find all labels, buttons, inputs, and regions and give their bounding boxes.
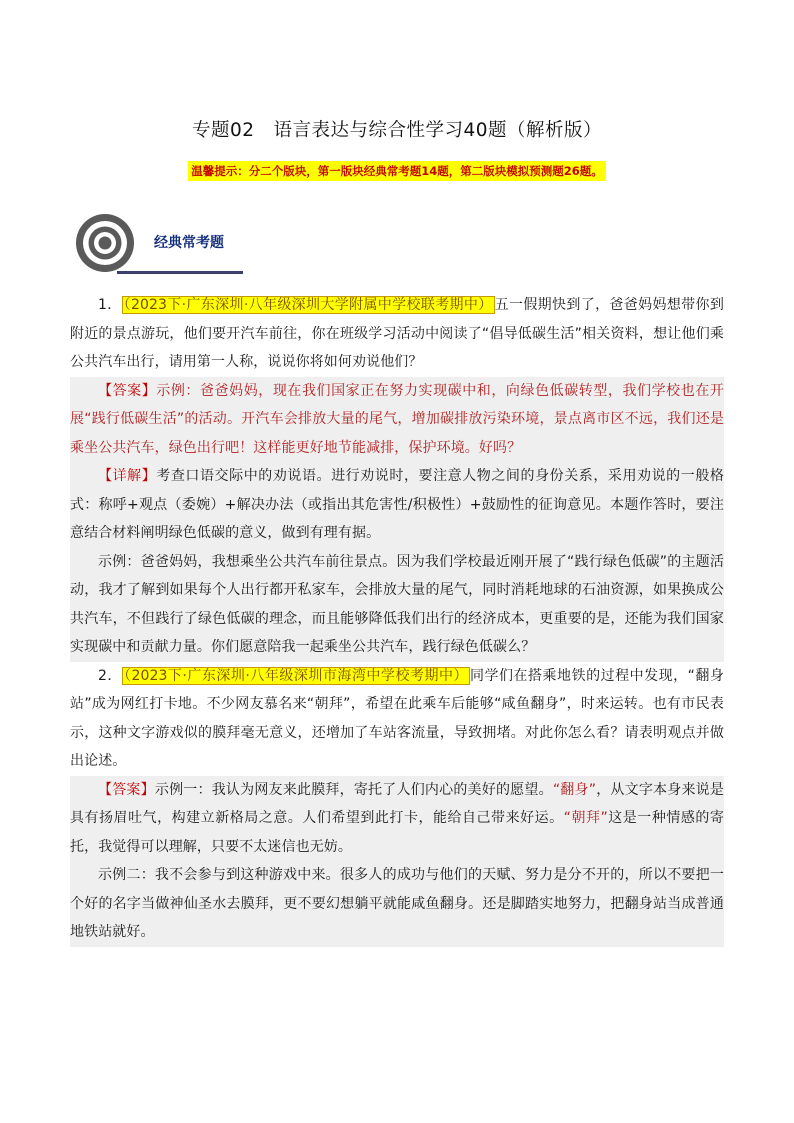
question-1-source: （2023下·广东深圳·八年级深圳大学附属中学校联考期中） <box>123 297 493 313</box>
section-underline <box>117 271 243 274</box>
question-2-example: 示例二：我不会参与到这种游戏中来。很多人的成功与他们的天赋、努力是分不开的，所以不要把一个好的名字当做神仙圣水去膜拜，更不要幻想躺平就能咸鱼翻身。还是脚踏实地努力，把翻身站当成普通地铁站就好。 <box>70 867 724 940</box>
question-2: 2． （2023下·广东深圳·八年级深圳市海湾中学校考期中） 同学们在搭乘地铁的过程中发现，“翻身站”成为网红打卡地。不少网友慕名来“朝拜”，希望在此乘车后能够“咸鱼翻身”，时来运转。也有市民表示，这种文字游戏似的膜拜毫无意义，还增加了车站客流量，导致拥堵。对此你怎么看？请表明观点并做出论述。 <box>70 667 725 769</box>
tip-banner: 温馨提示：分二个版块，第一版块经典常考题14题，第二版块模拟预测题26题。 <box>188 161 606 181</box>
question-2-answer-block <box>70 776 724 947</box>
content <box>70 291 724 947</box>
section-label: 经典常考题 <box>154 235 224 251</box>
question-1: 1． （2023下·广东深圳·八年级深圳大学附属中学校联考期中） 五一假期快到了，爸爸妈妈想带你到附近的景点游玩，他们要开汽车前往，你在班级学习活动中阅读了“倡导低碳生活”相关资料，想让他们乘公共汽车出行，请用第一人称，说说你将如何劝说他们？ <box>70 297 724 370</box>
question-1-detail: 【详解】考查口语交际中的劝说语。进行劝说时，要注意人物之间的身份关系，采用劝说的一般格式：称呼+观点（委婉）+解决办法（或指出其危害性/积极性）+鼓励性的征询意见。本题作答时，要注意结合材料阐明绿色低碳的意义，做到有理有据。 <box>70 468 724 541</box>
question-1-example: 示例：爸爸妈妈，我想乘坐公共汽车前往景点。因为我们学校最近刚开展了“践行绿色低碳”的主题活动，我才了解到如果每个人出行都开私家车，会排放大量的尾气，同时消耗地球的石油资源，如果换成公共汽车，不但践行了绿色低碳的理念，而且能够降低我们出行的经济成本，更重要的是，还能为我们国家实现碳中和贡献力量。你们愿意陪我一起乘坐公共汽车，践行绿色低碳么？ <box>70 553 724 655</box>
question-1-answer-block <box>70 377 724 662</box>
question-1-answer: 【答案】示例：爸爸妈妈，现在我们国家正在努力实现碳中和，向绿色低碳转型，我们学校也在开展“践行低碳生活”的活动。开汽车会排放大量的尾气，增加碳排放污染环境，景点离市区不远，我们还是乘坐公共汽车，绿色出行吧！这样能更好地节能减排，保护环境。好吗？ <box>70 382 724 456</box>
page-title: 专题02 语言表达与综合性学习40题（解析版） <box>191 120 603 141</box>
question-2-source: （2023下·广东深圳·八年级深圳市海湾中学校考期中） <box>123 667 468 684</box>
tip-row <box>0 160 794 181</box>
question-2-answer: 【答案】示例一：我认为网友来此膜拜，寄托了人们内心的美好的愿望。“翻身”，从文字本身来说是具有扬眉吐气，构建立新格局之意。人们希望到此打卡，能给自己带来好运。“朝拜”这是一种情感的寄托，我觉得可以理解，只要不太迷信也无妨。 <box>70 781 724 855</box>
